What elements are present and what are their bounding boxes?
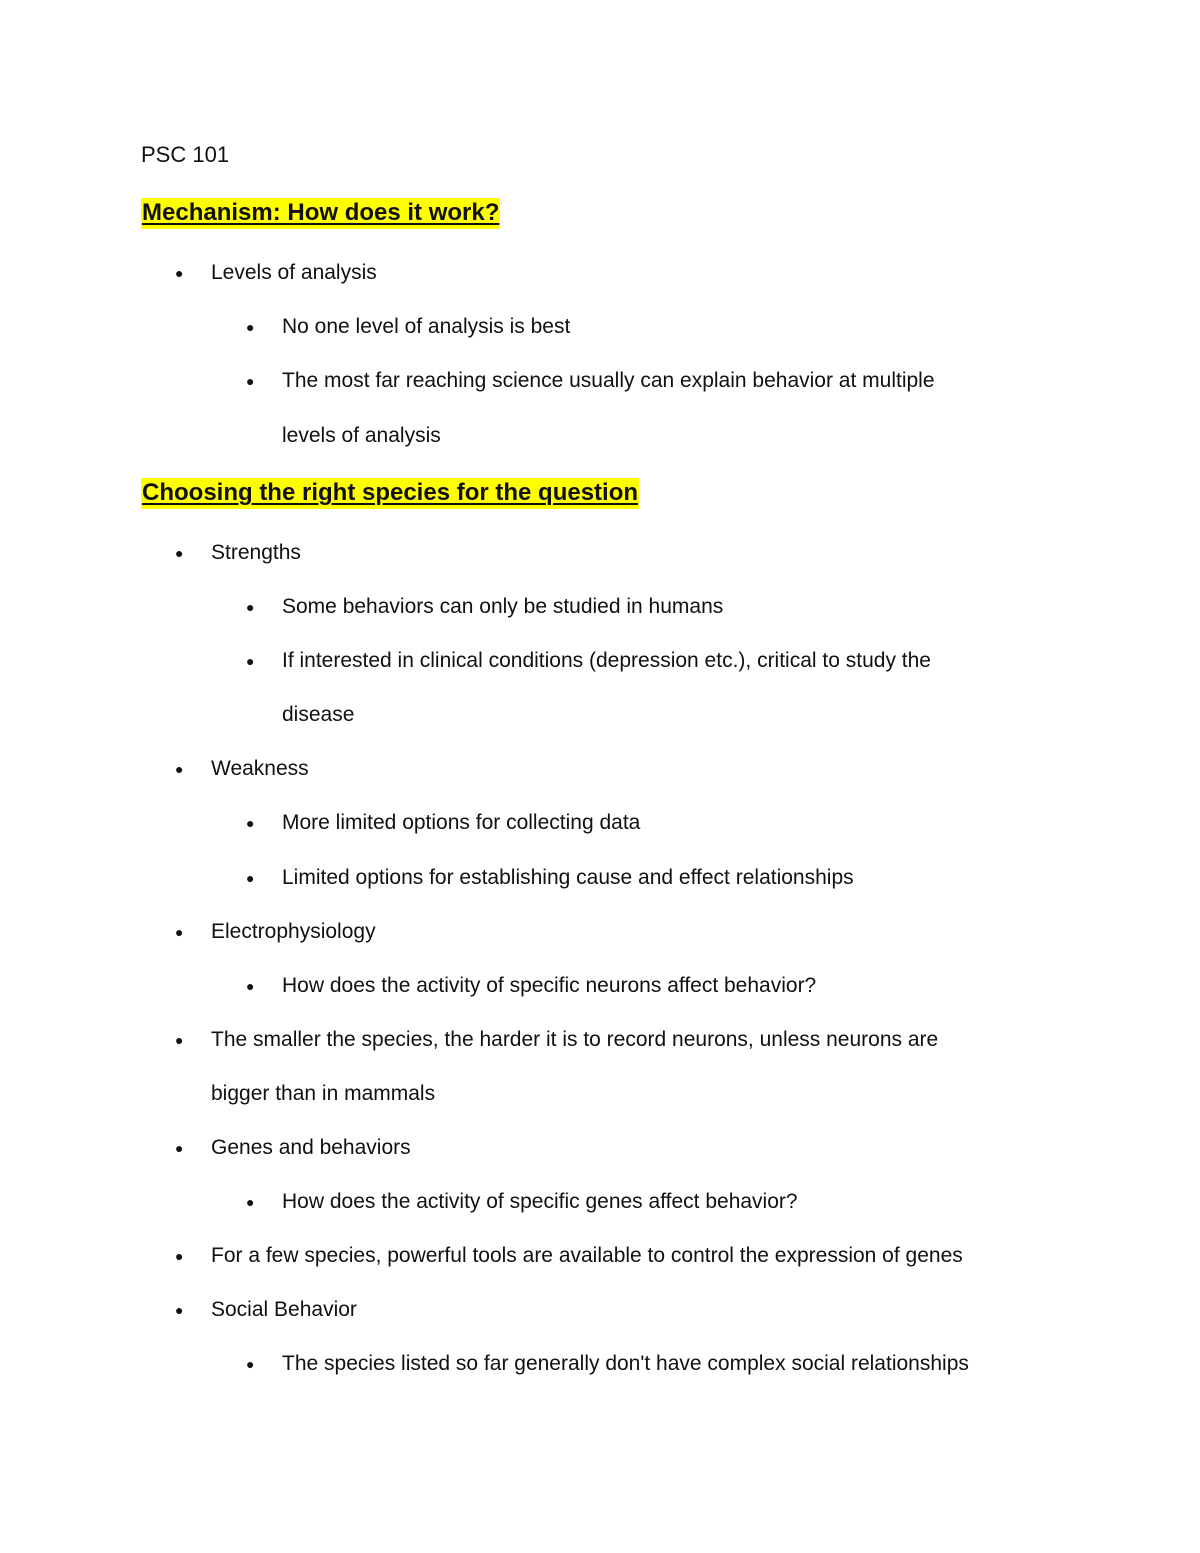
list-item-continuation: levels of analysis [282,424,441,447]
list-item: ● Electrophysiology [211,917,376,947]
bullet-icon: ● [246,599,255,615]
list-item: ● More limited options for collecting data [282,808,640,838]
list-item: ● Some behaviors can only be studied in humans [282,592,723,622]
list-item: ● How does the activity of specific genes affect behavior? [282,1187,798,1217]
list-item: ● Social Behavior [211,1295,357,1325]
list-item: ● Genes and behaviors [211,1133,411,1163]
bullet-icon: ● [246,373,255,389]
bullet-icon: ● [175,1302,184,1318]
section-heading-species: Choosing the right species for the question [141,478,639,508]
bullet-icon: ● [175,1140,184,1156]
list-item-continuation: disease [282,703,355,726]
list-item: ● Limited options for establishing cause and effect relationships [282,863,854,893]
bullet-icon: ● [175,761,184,777]
list-item: ● The smaller the species, the harder it is to record neurons, unless neurons are [211,1025,938,1055]
list-item: ● For a few species, powerful tools are available to control the expression of genes [211,1241,963,1271]
bullet-icon: ● [246,815,255,831]
section-heading-mechanism: Mechanism: How does it work? [141,198,500,228]
list-item-continuation: bigger than in mammals [211,1082,436,1105]
list-item: ● If interested in clinical conditions (depression etc.), critical to study the [282,646,931,676]
bullet-icon: ● [175,924,184,940]
list-item: ● Weakness [211,754,309,784]
bullet-icon: ● [246,978,255,994]
bullet-icon: ● [246,870,255,886]
list-item: ● No one level of analysis is best [282,312,570,342]
list-item: ● The most far reaching science usually can explain behavior at multiple [282,366,935,396]
bullet-icon: ● [246,1194,255,1210]
course-title: PSC 101 [141,142,230,167]
list-item: ● The species listed so far generally don't have complex social relationships [282,1349,969,1379]
bullet-icon: ● [246,653,255,669]
bullet-icon: ● [175,545,184,561]
list-item: ● Levels of analysis [211,258,377,288]
bullet-icon: ● [175,265,184,281]
bullet-icon: ● [246,319,255,335]
list-item: ● Strengths [211,538,301,568]
bullet-icon: ● [175,1032,184,1048]
bullet-icon: ● [246,1356,255,1372]
list-item: ● How does the activity of specific neurons affect behavior? [282,971,816,1001]
bullet-icon: ● [175,1248,184,1264]
